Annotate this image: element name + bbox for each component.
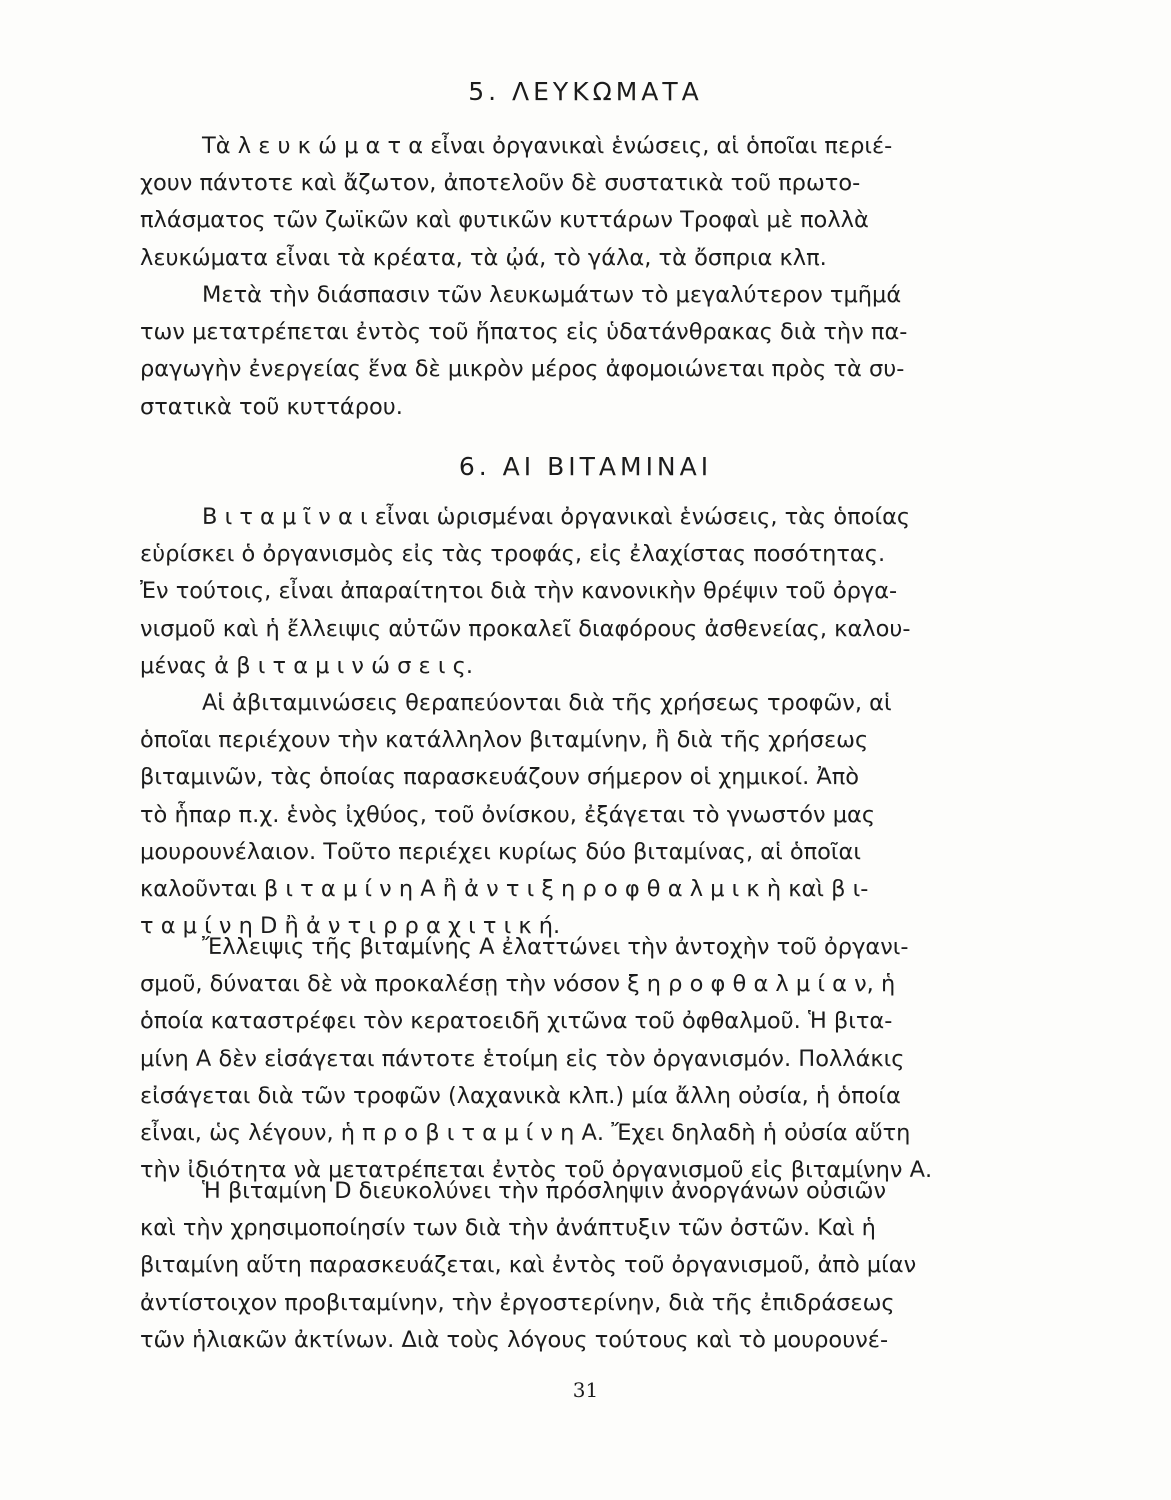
text-line: Αἱ ἀβιταμινώσεις θεραπεύονται διὰ τῆς χρήσεως τροφῶν, αἱ [202,690,892,716]
section-6-paragraph-4 [140,1173,1030,1359]
text-line: ὁποία καταστρέφει τὸν κερατοειδῆ χιτῶνα τοῦ ὀφθαλμοῦ. Ἡ βιτα- [140,1008,893,1035]
text-line: βιταμινῶν, τὰς ὁποίας παρασκευάζουν σήμερον οἱ χημικοί. Ἀπὸ [140,764,860,791]
text-line: τῶν ἡλιακῶν ἀκτίνων. Διὰ τοὺς λόγους τούτους καὶ τὸ μουρουνέ- [140,1326,889,1353]
text-line: λευκώματα εἶναι τὰ κρέατα, τὰ ᾠά, τὸ γάλα, τὰ ὄσπρια κλπ. [140,244,827,271]
text-line: των μετατρέπεται ἐντὸς τοῦ ἥπατος εἰς ὑδατάνθρακας διὰ τὴν πα- [140,319,908,346]
section-6-paragraph-1 [140,499,1030,685]
text-line: σμοῦ, δύναται δὲ νὰ προκαλέσῃ τὴν νόσον ξ η ρ ο φ θ α λ μ ί α ν, ἡ [140,971,896,998]
text-line: εἶναι, ὡς λέγουν, ἡ π ρ ο β ι τ α μ ί ν η Α. Ἔχει δηλαδὴ ἡ οὐσία αὕτη [140,1119,911,1146]
text-line: Τὰ λ ε υ κ ώ μ α τ α εἶναι ὀργανικαὶ ἑνώσεις, αἱ ὁποῖαι περιέ- [202,133,893,159]
section-5-heading: 5. ΛΕΥΚΩΜΑΤΑ [468,77,703,106]
text-line: καλοῦνται β ι τ α μ ί ν η Α ἢ ἀ ν τ ι ξ η ρ ο φ θ α λ μ ι κ ὴ καὶ β ι- [140,875,869,902]
section-5-paragraph-2 [140,277,1030,426]
text-line: νισμοῦ καὶ ἡ ἔλλειψις αὐτῶν προκαλεῖ διαφόρους ἀσθενείας, καλου- [140,615,911,642]
text-line: τὸ ἧπαρ π.χ. ἑνὸς ἰχθύος, τοῦ ὀνίσκου, ἐξάγεται τὸ γνωστόν μας [140,801,876,828]
section-6-paragraph-2 [140,685,1030,945]
text-line: μένας ἀ β ι τ α μ ι ν ώ σ ε ι ς. [140,652,473,679]
text-line: τ α μ ί ν η D ἢ ἀ ν τ ι ρ ρ α χ ι τ ι κ ή. [140,913,561,940]
text-line: στατικὰ τοῦ κυττάρου. [140,393,403,420]
text-line: Μετὰ τὴν διάσπασιν τῶν λευκωμάτων τὸ μεγαλύτερον τμῆμά [202,282,902,308]
text-line: μουρουνέλαιον. Τοῦτο περιέχει κυρίως δύο βιταμίνας, αἱ ὁποῖαι [140,838,861,865]
text-line: εὑρίσκει ὁ ὀργανισμὸς εἰς τὰς τροφάς, εἰς ἐλαχίστας ποσότητας. [140,541,886,568]
text-line: Ἐν τούτοις, εἶναι ἀπαραίτητοι διὰ τὴν κανονικὴν θρέψιν τοῦ ὀργα- [140,578,898,605]
section-6-heading: 6. ΑΙ ΒΙΤΑΜΙΝΑΙ [458,452,713,481]
text-line: καὶ τὴν χρησιμοποίησίν των διὰ τὴν ἀνάπτυξιν τῶν ὀστῶν. Καὶ ἡ [140,1215,876,1242]
text-line: εἰσάγεται διὰ τῶν τροφῶν (λαχανικὰ κλπ.) μία ἄλλη οὐσία, ἡ ὁποία [140,1082,901,1109]
text-line: βιταμίνη αὕτη παρασκευάζεται, καὶ ἐντὸς τοῦ ὀργανισμοῦ, ἀπὸ μίαν [140,1252,917,1279]
section-6-paragraph-3 [140,929,1030,1189]
text-line: ραγωγὴν ἐνεργείας ἕνα δὲ μικρὸν μέρος ἀφομοιώνεται πρὸς τὰ συ- [140,356,905,383]
text-line: Ἡ βιταμίνη D διευκολύνει τὴν πρόσληψιν ἀνοργάνων οὐσιῶν [202,1178,887,1204]
text-line: τὴν ἰδιότητα νὰ μετατρέπεται ἐντὸς τοῦ ὀργανισμοῦ εἰς βιταμίνην Α. [140,1157,933,1184]
text-line: Β ι τ α μ ῖ ν α ι εἶναι ὡρισμέναι ὀργανικαὶ ἑνώσεις, τὰς ὁποίας [202,504,911,530]
text-line: ἀντίστοιχον προβιταμίνην, τὴν ἐργοστερίνην, διὰ τῆς ἐπιδράσεως [140,1289,895,1316]
text-line: Ἔλλειψις τῆς βιταμίνης Α ἐλαττώνει τὴν ἀντοχὴν τοῦ ὀργανι- [202,934,909,960]
page-number: 31 [572,1378,599,1402]
section-5-paragraph-1 [140,128,1030,277]
text-line: ὁποῖαι περιέχουν τὴν κατάλληλον βιταμίνην, ἢ διὰ τῆς χρήσεως [140,727,869,754]
text-line: πλάσματος τῶν ζωϊκῶν καὶ φυτικῶν κυττάρων Τροφαὶ μὲ πολλὰ [140,207,869,234]
text-line: μίνη Α δὲν εἰσάγεται πάντοτε ἑτοίμη εἰς τὸν ὀργανισμόν. Πολλάκις [140,1045,905,1072]
text-line: χουν πάντοτε καὶ ἄζωτον, ἀποτελοῦν δὲ συστατικὰ τοῦ πρωτο- [140,170,861,197]
